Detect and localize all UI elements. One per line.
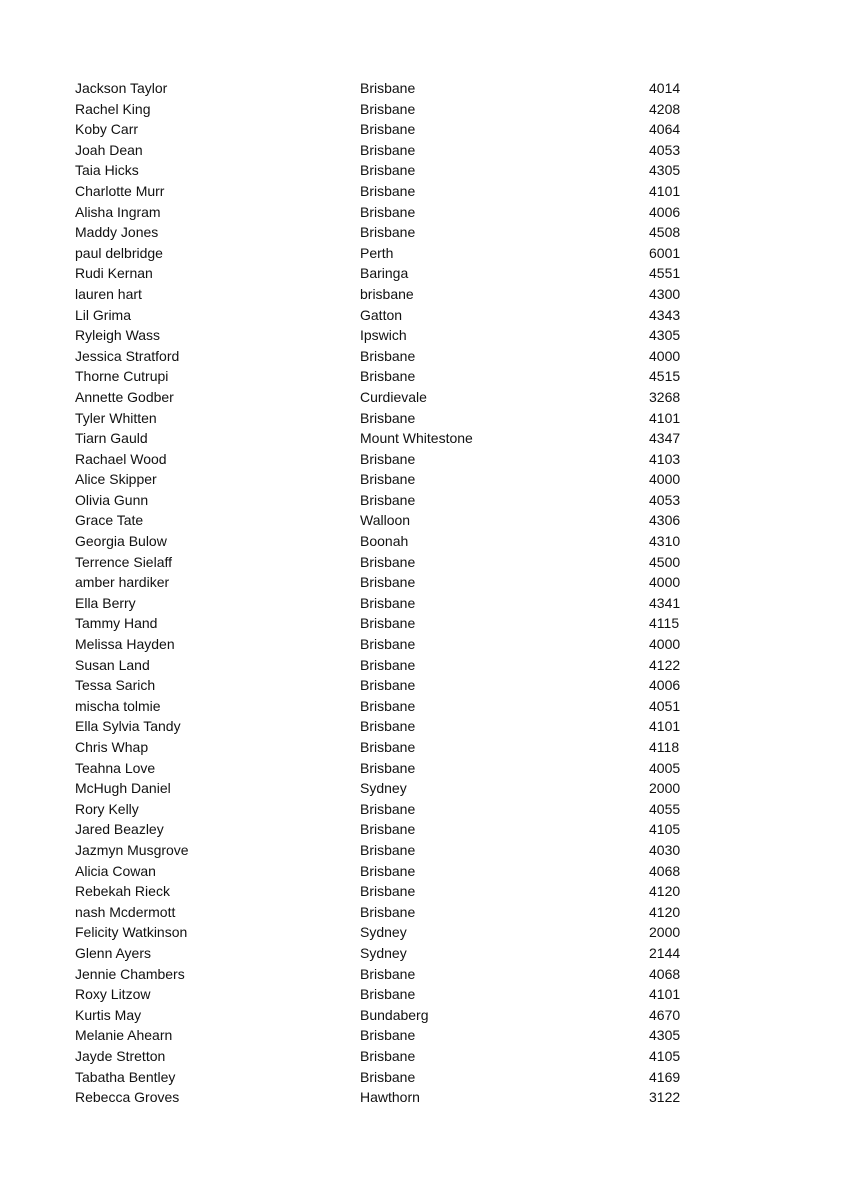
- city-name: Brisbane: [360, 759, 416, 776]
- list-row: [0, 428, 843, 449]
- postcode: 4053: [649, 141, 681, 158]
- list-row: [0, 1025, 843, 1046]
- person-name: Tyler Whitten: [75, 409, 157, 426]
- person-name: Ryleigh Wass: [75, 327, 161, 344]
- postcode: 4670: [649, 1006, 681, 1023]
- city-name: Brisbane: [360, 883, 416, 900]
- city-name: Mount Whitestone: [360, 430, 473, 447]
- postcode: 4051: [649, 697, 681, 714]
- list-row: [0, 243, 843, 264]
- postcode: 4000: [649, 574, 681, 591]
- city-name: Brisbane: [360, 986, 416, 1003]
- list-row: [0, 840, 843, 861]
- person-name: Rachael Wood: [75, 450, 167, 467]
- city-name: Brisbane: [360, 1027, 416, 1044]
- postcode: 4208: [649, 100, 681, 117]
- city-name: Brisbane: [360, 903, 416, 920]
- postcode: 4030: [649, 841, 681, 858]
- list-row: [0, 716, 843, 737]
- postcode: 4300: [649, 285, 681, 302]
- city-name: Brisbane: [360, 141, 416, 158]
- person-name: Rory Kelly: [75, 800, 139, 817]
- person-name: Alicia Cowan: [75, 862, 156, 879]
- person-name: Susan Land: [75, 656, 150, 673]
- postcode: 4347: [649, 430, 681, 447]
- person-name: Alice Skipper: [75, 471, 157, 488]
- person-name: Joah Dean: [75, 141, 143, 158]
- city-name: Brisbane: [360, 553, 416, 570]
- person-name: Lil Grima: [75, 306, 132, 323]
- city-name: Baringa: [360, 265, 409, 282]
- postcode: 4310: [649, 533, 681, 550]
- postcode: 4101: [649, 986, 681, 1003]
- postcode: 2000: [649, 924, 681, 941]
- person-name: Chris Whap: [75, 739, 149, 755]
- list-row: [0, 593, 843, 614]
- city-name: Brisbane: [360, 841, 416, 858]
- postcode: 4120: [649, 883, 681, 900]
- person-name: Kurtis May: [75, 1006, 142, 1023]
- city-name: Gatton: [360, 306, 403, 323]
- postcode: 2000: [649, 780, 681, 797]
- list-row: [0, 737, 843, 758]
- postcode: 4064: [649, 121, 681, 138]
- postcode: 4508: [649, 224, 681, 241]
- postcode: 4551: [649, 265, 681, 282]
- list-row: [0, 861, 843, 882]
- list-row: [0, 1005, 843, 1026]
- postcode: 4101: [649, 718, 681, 735]
- city-name: Brisbane: [360, 718, 416, 735]
- person-name: Georgia Bulow: [75, 533, 167, 550]
- list-row: [0, 758, 843, 779]
- list-row: [0, 964, 843, 985]
- city-name: brisbane: [360, 285, 414, 302]
- person-name: Jessica Stratford: [75, 347, 180, 364]
- list-row: [0, 99, 843, 120]
- postcode: 4055: [649, 800, 681, 817]
- list-row: [0, 778, 843, 799]
- list-row: [0, 1046, 843, 1067]
- postcode: 4343: [649, 306, 681, 323]
- postcode: 4305: [649, 162, 681, 179]
- person-name: Tabatha Bentley: [75, 1068, 176, 1085]
- city-name: Sydney: [360, 924, 407, 941]
- list-row: [0, 655, 843, 676]
- city-name: Brisbane: [360, 471, 416, 488]
- postcode: 4305: [649, 1027, 681, 1044]
- postcode: 4000: [649, 347, 681, 364]
- list-row: [0, 490, 843, 511]
- city-name: Brisbane: [360, 1068, 416, 1085]
- list-row: [0, 531, 843, 552]
- postcode: 4122: [649, 656, 681, 673]
- person-name: Teahna Love: [75, 759, 156, 776]
- city-name: Brisbane: [360, 656, 416, 673]
- postcode: 4101: [649, 182, 681, 199]
- city-name: Brisbane: [360, 636, 416, 653]
- person-name: Rebekah Rieck: [75, 883, 170, 900]
- list-row: [0, 469, 843, 490]
- person-name: nash Mcdermott: [75, 903, 176, 920]
- postcode: 4305: [649, 327, 681, 344]
- city-name: Hawthorn: [360, 1089, 420, 1106]
- postcode: 2144: [649, 944, 681, 961]
- city-name: Brisbane: [360, 162, 416, 179]
- postcode: 6001: [649, 244, 681, 261]
- person-name: Tammy Hand: [75, 615, 158, 632]
- city-name: Brisbane: [360, 409, 416, 426]
- person-name: Ella Berry: [75, 594, 136, 611]
- list-row: [0, 922, 843, 943]
- postcode: 4000: [649, 471, 681, 488]
- city-name: Brisbane: [360, 739, 416, 755]
- person-name: Taia Hicks: [75, 162, 139, 179]
- postcode: 4101: [649, 409, 681, 426]
- list-row: [0, 552, 843, 573]
- list-row: [0, 902, 843, 923]
- person-name: Koby Carr: [75, 121, 139, 138]
- city-name: Brisbane: [360, 100, 416, 117]
- city-name: Brisbane: [360, 574, 416, 591]
- list-row: [0, 408, 843, 429]
- person-name: McHugh Daniel: [75, 780, 171, 797]
- city-name: Boonah: [360, 533, 409, 550]
- list-row: [0, 613, 843, 634]
- city-name: Brisbane: [360, 677, 416, 694]
- person-name: Jared Beazley: [75, 821, 164, 838]
- person-name: Grace Tate: [75, 512, 144, 529]
- city-name: Brisbane: [360, 615, 416, 632]
- city-name: Brisbane: [360, 182, 416, 199]
- list-row: [0, 346, 843, 367]
- person-name: Ella Sylvia Tandy: [75, 718, 181, 735]
- list-row: [0, 449, 843, 470]
- city-name: Perth: [360, 244, 394, 261]
- city-name: Walloon: [360, 512, 411, 529]
- list-row: [0, 284, 843, 305]
- person-name: Annette Godber: [75, 388, 174, 405]
- person-name: Alisha Ingram: [75, 203, 161, 220]
- person-name: Charlotte Murr: [75, 182, 165, 199]
- city-name: Brisbane: [360, 594, 416, 611]
- postcode: 4103: [649, 450, 681, 467]
- postcode: 4005: [649, 759, 681, 776]
- person-name: Melissa Hayden: [75, 636, 175, 653]
- postcode: 4000: [649, 636, 681, 653]
- city-name: Brisbane: [360, 347, 416, 364]
- person-name: Tiarn Gauld: [75, 430, 148, 447]
- person-name: Glenn Ayers: [75, 944, 152, 961]
- list-row: [0, 119, 843, 140]
- person-name: Jennie Chambers: [75, 965, 185, 982]
- person-name: Felicity Watkinson: [75, 924, 188, 941]
- postcode: 4053: [649, 491, 681, 508]
- person-name: Thorne Cutrupi: [75, 368, 169, 385]
- city-name: Brisbane: [360, 121, 416, 138]
- list-row: [0, 881, 843, 902]
- list-row: [0, 366, 843, 387]
- city-name: Brisbane: [360, 697, 416, 714]
- postcode: 4068: [649, 862, 681, 879]
- city-name: Brisbane: [360, 203, 416, 220]
- list-row: [0, 675, 843, 696]
- city-name: Brisbane: [360, 224, 416, 241]
- person-name: mischa tolmie: [75, 697, 161, 714]
- person-name: Rachel King: [75, 100, 151, 117]
- person-name: Olivia Gunn: [75, 491, 149, 508]
- postcode: 4515: [649, 368, 681, 385]
- city-name: Brisbane: [360, 800, 416, 817]
- list-row: [0, 387, 843, 408]
- person-name: Roxy Litzow: [75, 986, 151, 1003]
- postcode: 4341: [649, 594, 681, 611]
- postcode: 3122: [649, 1089, 681, 1106]
- list-row: [0, 325, 843, 346]
- city-name: Brisbane: [360, 1047, 416, 1064]
- list-row: [0, 943, 843, 964]
- postcode: 4006: [649, 203, 681, 220]
- city-name: Ipswich: [360, 327, 407, 344]
- person-name: Melanie Ahearn: [75, 1027, 173, 1044]
- list-row: [0, 984, 843, 1005]
- list-row: [0, 181, 843, 202]
- city-name: Brisbane: [360, 368, 416, 385]
- person-name: Rudi Kernan: [75, 265, 153, 282]
- postcode: 4068: [649, 965, 681, 982]
- person-name: Tessa Sarich: [75, 677, 156, 694]
- postcode: 4169: [649, 1068, 681, 1085]
- postcode: 4115: [649, 615, 680, 632]
- list-row: [0, 634, 843, 655]
- city-name: Brisbane: [360, 965, 416, 982]
- postcode: 4105: [649, 1047, 681, 1064]
- list-row: [0, 140, 843, 161]
- person-name: Jazmyn Musgrove: [75, 841, 189, 858]
- list-row: [0, 510, 843, 531]
- list-row: [0, 696, 843, 717]
- city-name: Curdievale: [360, 388, 427, 405]
- list-row: [0, 263, 843, 284]
- list-row: [0, 160, 843, 181]
- list-row: [0, 1087, 843, 1108]
- city-name: Brisbane: [360, 821, 416, 838]
- list-row: [0, 78, 843, 99]
- postcode: 4014: [649, 80, 681, 96]
- list-row: [0, 799, 843, 820]
- postcode: 4500: [649, 553, 681, 570]
- person-name: Jayde Stretton: [75, 1047, 166, 1064]
- postcode: 4105: [649, 821, 681, 838]
- person-name: Jackson Taylor: [75, 80, 168, 96]
- contact-list: [0, 78, 843, 1108]
- list-row: [0, 202, 843, 223]
- list-row: [0, 819, 843, 840]
- postcode: 4120: [649, 903, 681, 920]
- city-name: Brisbane: [360, 80, 416, 96]
- person-name: Maddy Jones: [75, 224, 159, 241]
- city-name: Brisbane: [360, 491, 416, 508]
- person-name: Rebecca Groves: [75, 1089, 180, 1106]
- postcode: 4118: [649, 739, 680, 755]
- postcode: 4006: [649, 677, 681, 694]
- city-name: Bundaberg: [360, 1006, 429, 1023]
- city-name: Brisbane: [360, 862, 416, 879]
- person-name: Terrence Sielaff: [75, 553, 173, 570]
- list-row: [0, 1067, 843, 1088]
- city-name: Sydney: [360, 944, 407, 961]
- list-row: [0, 572, 843, 593]
- postcode: 4306: [649, 512, 681, 529]
- list-row: [0, 222, 843, 243]
- person-name: amber hardiker: [75, 574, 170, 591]
- city-name: Brisbane: [360, 450, 416, 467]
- person-name: paul delbridge: [75, 244, 163, 261]
- city-name: Sydney: [360, 780, 407, 797]
- postcode: 3268: [649, 388, 681, 405]
- list-row: [0, 305, 843, 326]
- person-name: lauren hart: [75, 285, 142, 302]
